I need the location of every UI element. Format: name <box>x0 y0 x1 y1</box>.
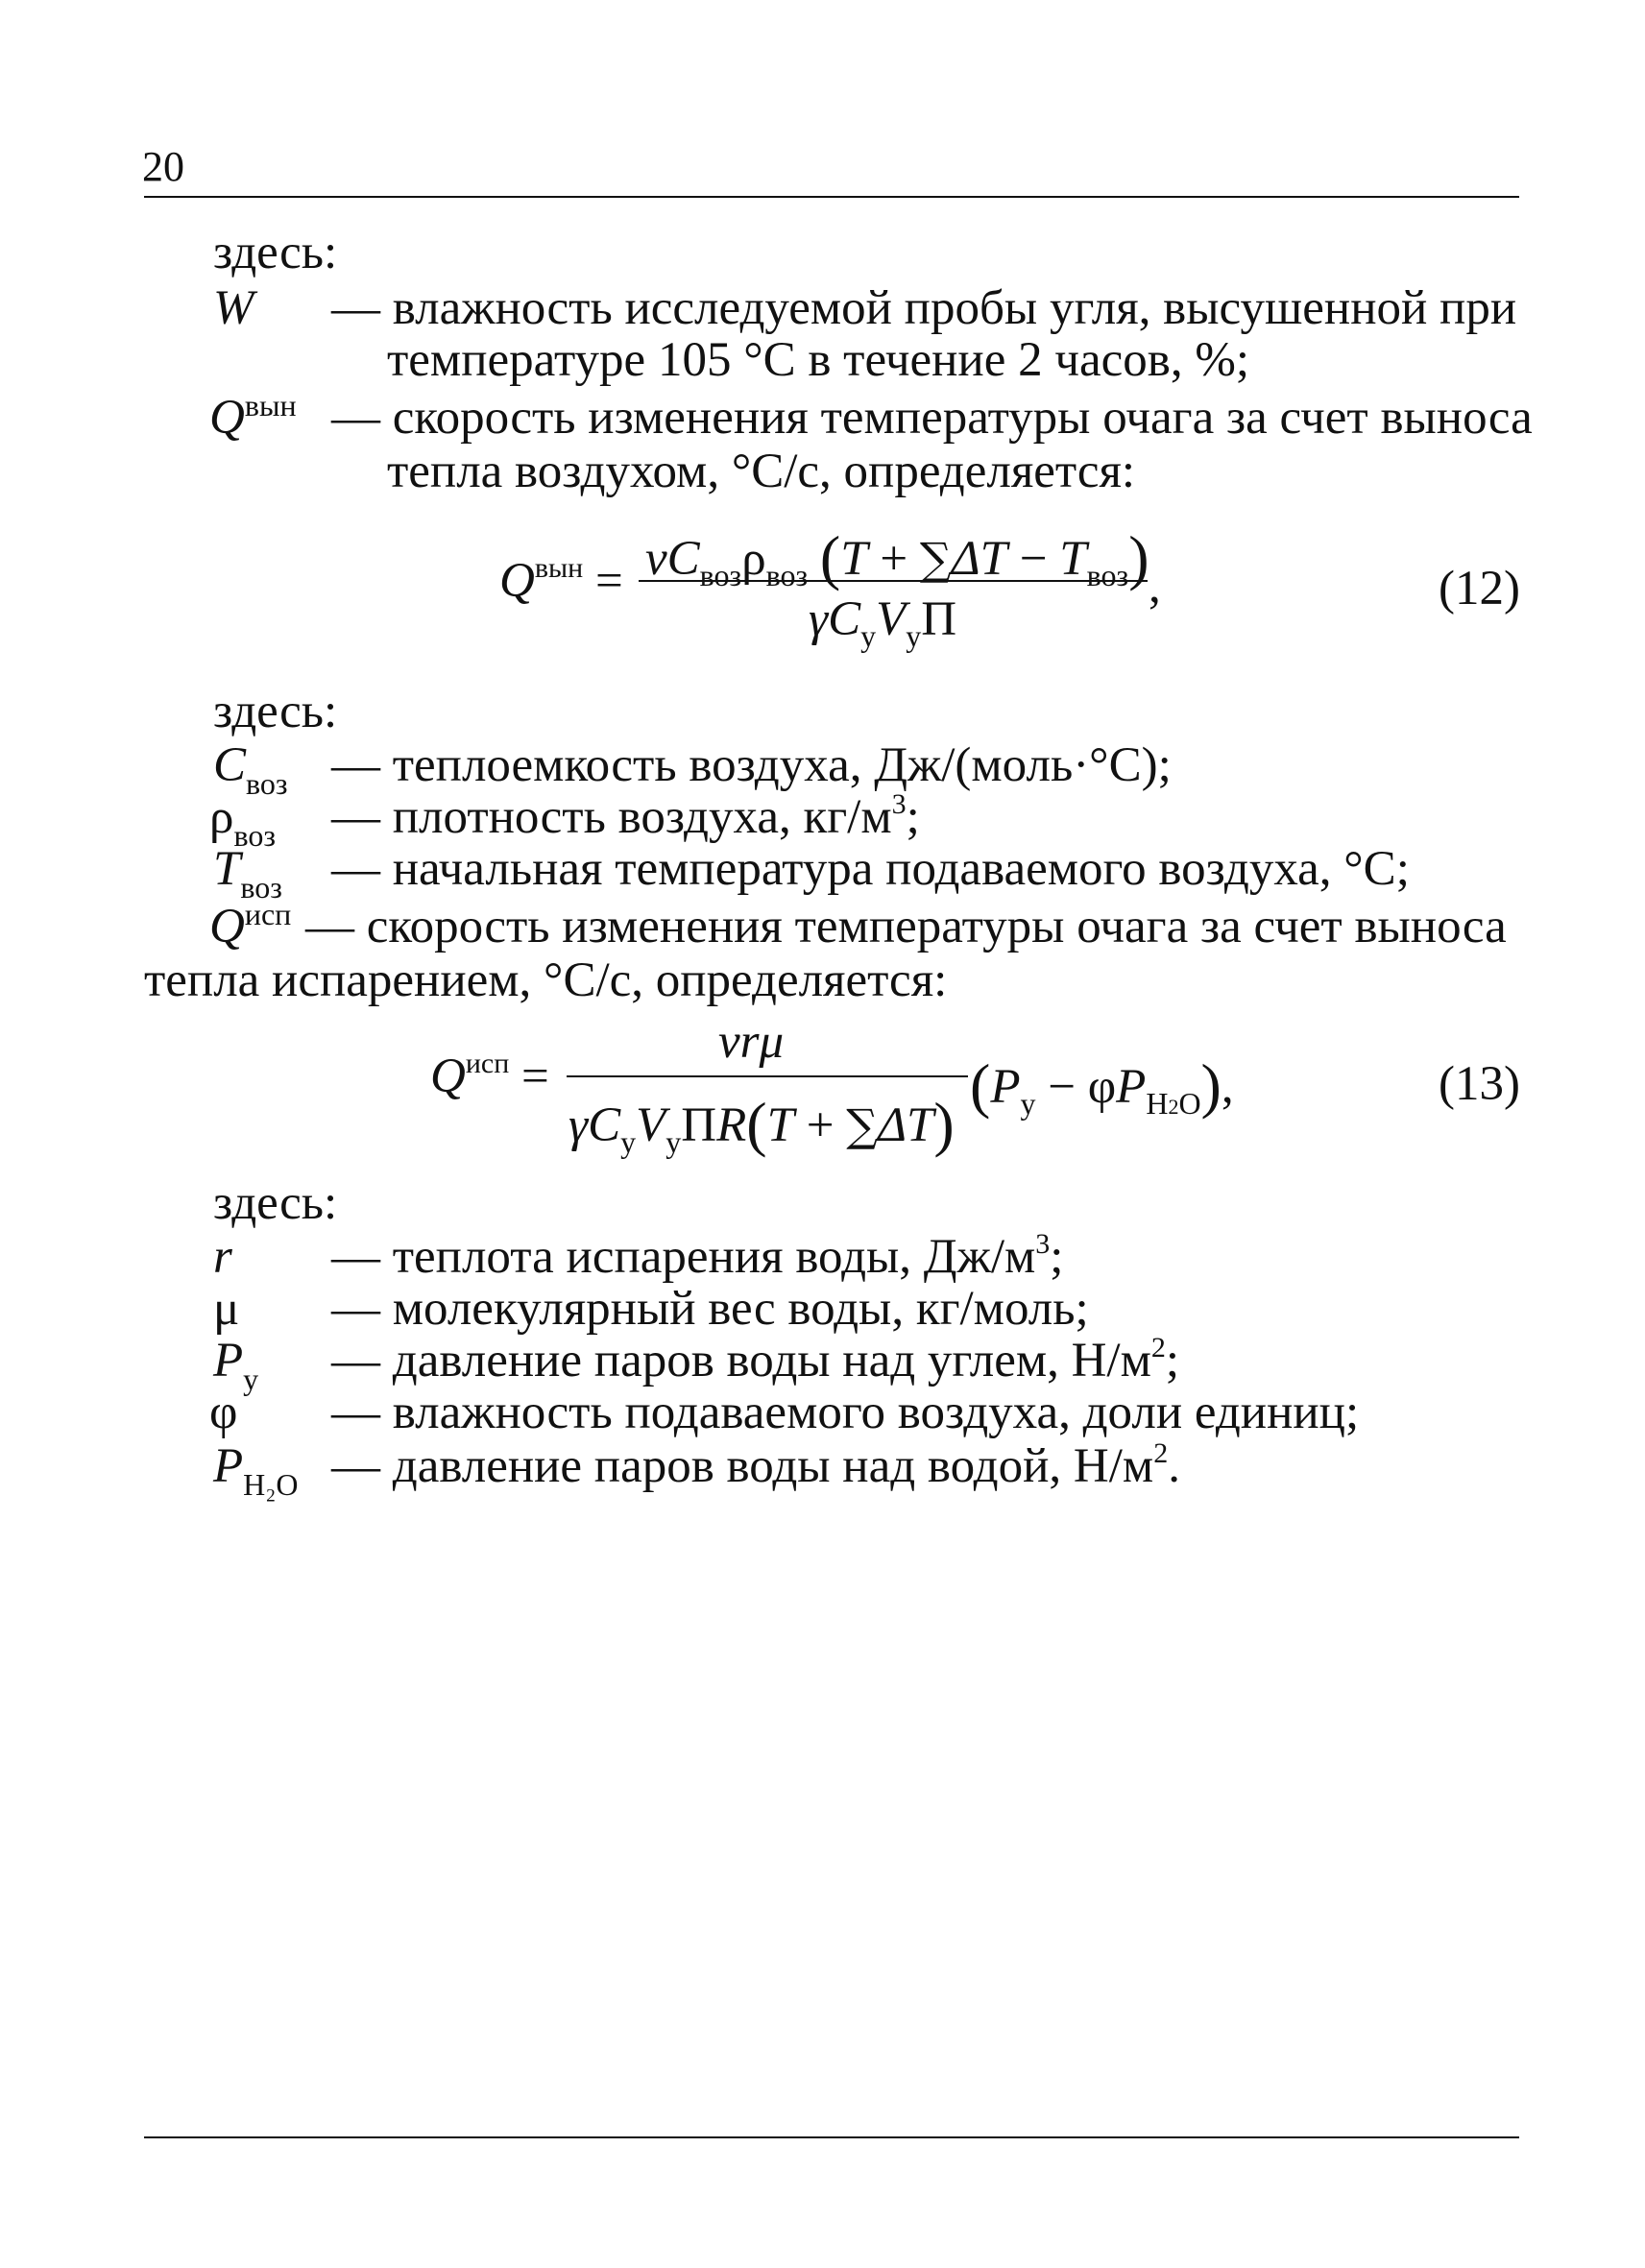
symbol-r: r <box>213 1230 232 1284</box>
formula13-tail: $(P_у - \varphi P_{H2O})$, <box>970 1051 1234 1121</box>
symbol-t-voz: $T_{воз}$ <box>213 842 282 905</box>
equation-number-12: (12) <box>1439 562 1520 615</box>
symbol-w: W <box>213 281 254 335</box>
definition-r: — теплота испарения воды, $Дж/м^3$; <box>331 1228 1064 1284</box>
definition-w-line2: температуре 105 °С в течение 2 часов, %; <box>387 333 1250 387</box>
formula12-comma: , <box>1149 560 1161 614</box>
header-rule <box>144 196 1519 198</box>
formula13-numerator: vrμ <box>718 1015 785 1069</box>
definition-rho-voz: — плотность воздуха, $кг/м^3$; <box>331 788 920 844</box>
definition-w-line1: — влажность исследуемой пробы угля, высушенной при <box>331 281 1517 335</box>
definition-c-voz: — теплоемкость воздуха, Дж/(моль·°С); <box>331 738 1172 792</box>
formula12-lhs: $Q^{вын}$ = <box>499 552 623 608</box>
block1-intro: здесь: <box>213 226 338 279</box>
formula13-lhs: $Q^{исп}$ = <box>430 1048 549 1103</box>
formula13-denominator: $\gamma C_уV_уПR(T + \sum\Delta T)$ <box>568 1090 955 1159</box>
definition-p-h2o: — давление паров воды над водой, $Н/м^2$. <box>331 1437 1180 1493</box>
formula12-fraction-bar <box>639 580 1148 582</box>
symbol-q-isp: $Q^{исп}$ <box>209 897 292 953</box>
formula13-fraction-bar <box>567 1075 968 1077</box>
symbol-mu: μ <box>213 1282 240 1336</box>
formula12-numerator: $vC_{воз}\rho_{воз}$ $(T + \sum\Delta T - T_{воз})$ <box>645 523 1149 592</box>
block2-intro: здесь: <box>213 685 338 738</box>
formula12-denominator: $\gamma C_уV_уП$ <box>809 592 957 653</box>
symbol-p-h2o: $P_{H_2O}$ <box>213 1439 299 1502</box>
symbol-c-voz: $C_{воз}$ <box>213 738 288 801</box>
page-number: 20 <box>142 143 184 190</box>
definition-phi: — влажность подаваемого воздуха, доли единиц; <box>331 1386 1360 1439</box>
equation-number-13: (13) <box>1439 1057 1520 1111</box>
definition-p-u: — давление паров воды над углем, $Н/м^2$; <box>331 1332 1180 1387</box>
definition-q-isp-continuation: тепла испарением, °С/с, определяется: <box>144 953 948 1007</box>
definition-mu: — молекулярный вес воды, кг/моль; <box>331 1282 1089 1336</box>
block3-intro: здесь: <box>213 1176 338 1230</box>
definition-q-isp: — скорость изменения температуры очага за счет выноса <box>305 900 1507 953</box>
definition-t-voz: — начальная температура подаваемого воздуха, °С; <box>331 842 1410 896</box>
symbol-p-u: $P_у$ <box>213 1334 259 1396</box>
definition-q-vyn-line2: тепла воздухом, °С/с, определяется: <box>387 445 1136 498</box>
symbol-q-vyn: $Q^{вын}$ <box>209 388 297 445</box>
symbol-rho-voz: $\rho_{воз}$ <box>209 790 276 853</box>
footer-rule <box>144 2136 1519 2138</box>
symbol-phi: φ <box>209 1386 238 1439</box>
definition-q-vyn-line1: — скорость изменения температуры очага за счет выноса <box>331 391 1533 445</box>
